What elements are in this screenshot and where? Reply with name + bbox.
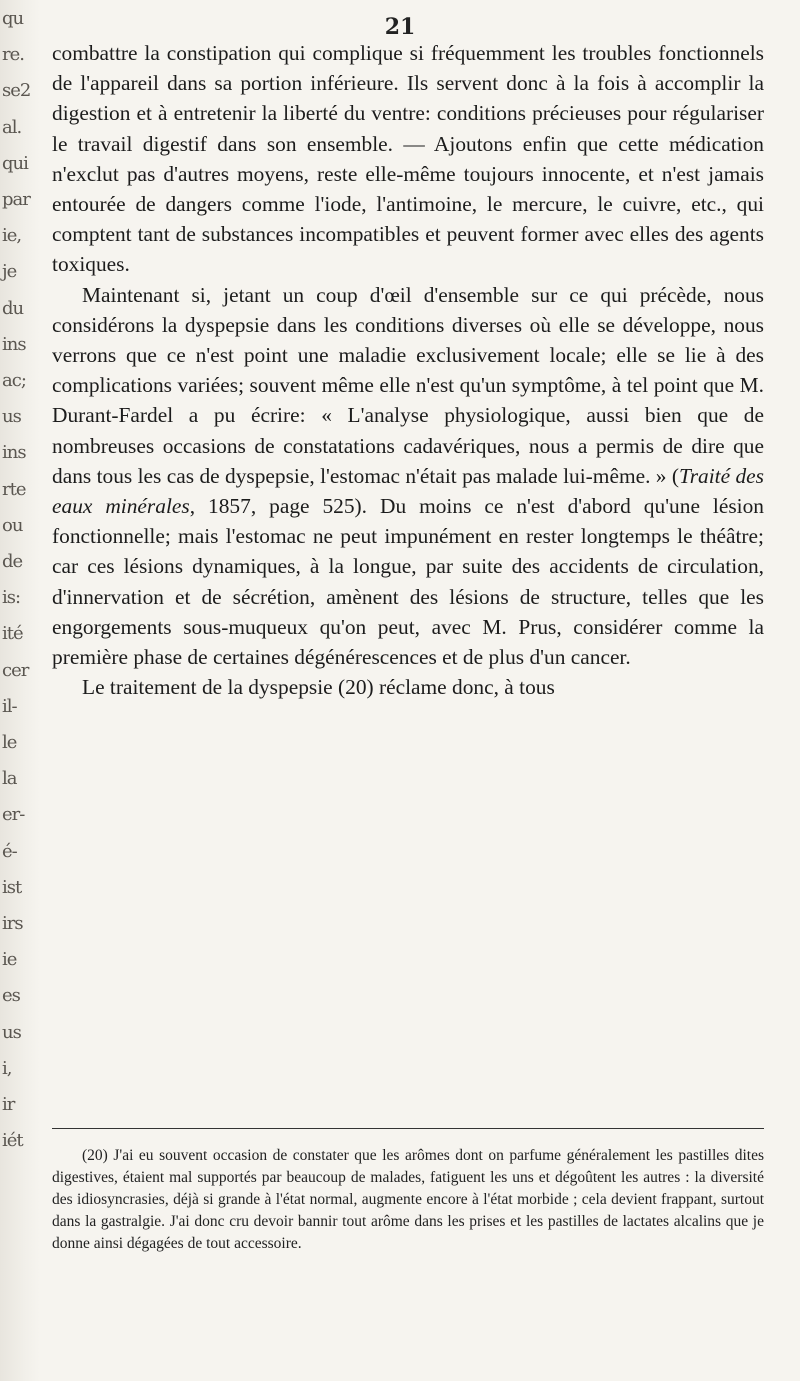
gutter-fragment: ins [2,442,26,464]
gutter-fragment: par [2,189,30,210]
gutter-fragment: rte [2,478,26,500]
reference-title: Traité des eaux minérales [52,463,765,519]
gutter-fragment: se2 [2,80,31,102]
paragraph-1: combattre la constipation qui complique si fréquemment les troubles fonctionnels de l'appareil dans sa portion inférieure. Ils servent donc à la fois à accomplir la digestion et à entretenir la liberté du ventre: conditions précieuses pour régulariser le travail digestif dans son ensemble. — Ajoutons enfin que cette médication n'exclut pas d'autres moyens, reste elle-même toujours innocente, et n'est jamais entourée de dangers comme l'iode, l'antimoine, le mercure, le cuivre, etc., qui comptent tant de substances incompatibles et peuvent former avec elles des agents toxiques. [52,41,764,277]
gutter-fragment: je [2,261,17,283]
footnote: (20) J'ai eu souvent occasion de constater que les arômes dont on parfume généralement les pastilles dites digestives, étaient mal supportés par beaucoup de malades, fatiguent les uns et dégoûtent les autres : la diversité des idiosyncrasies, déjà si grande à l'état normal, augmente encore à l'état morbide ; cela devient frappant, surtout dans la gastralgie. J'ai donc cru devoir bannir tout arôme dans les prises et les pastilles de lactates alcalins que je donne ainsi dégagées de tout accessoire. [52,1147,764,1252]
gutter-fragment: ie, [2,225,22,247]
gutter-fragment: qui [2,152,28,174]
gutter-fragment: ac; [2,370,26,391]
gutter-fragment: le [2,732,17,753]
gutter-fragment: i, [2,1057,12,1079]
gutter-fragment: de [2,551,23,572]
paragraph-2 [52,280,764,673]
gutter-fragment: qu [2,8,24,29]
gutter-fragment: ins [2,333,26,355]
page-number: 21 [384,14,416,40]
gutter-fragment: iét [2,1130,23,1152]
gutter-fragment: ie [2,949,17,971]
gutter-fragment: ir [2,1094,15,1115]
gutter-fragment: la [2,768,17,790]
gutter-fragment: il- [2,695,17,717]
gutter-fragment: es [2,985,20,1007]
gutter-fragment: us [2,1021,21,1043]
gutter-fragment: re. [2,44,24,66]
gutter-fragment: al. [2,116,22,138]
paragraph-2-part-a: Maintenant si, jetant un coup d'œil d'ensemble sur ce qui précède, nous considérons la dyspepsie dans les conditions diverses où elle se développe, nous verrons que ce n'est point une maladie exclusivement locale; elle se lie à des complications variées; souvent même elle n'est qu'un symptôme, à tel point que M. Durant-Fardel a pu écrire: « L'analyse physiologique, aussi bien que de nombreuses occasions de constatations cadavériques, nous a permis de dire que dans tous les cas de dyspepsie, l'estomac n'était pas malade lui-même. » ( [52,282,764,488]
gutter-fragment: is: [2,587,21,609]
paragraph-2-part-b: , 1857, page 525). Du moins ce n'est d'abord qu'une lésion fonctionnelle; mais l'estomac ne peut impunément en rester longtemps le théâtre; car ces lésions dynamiques, à la longue, par suite des accidents de circulation, d'innervation et de sécrétion, amènent des lésions de structure, telles que les engorgements sous-muqueux qu'on peut, avec M. Prus, considérer comme la première phase de certaines dégénérescences et de plus d'un cancer. [52,494,765,670]
paragraph-3: Le traitement de la dyspepsie (20) réclame donc, à tous [82,675,555,700]
gutter-fragment: irs [2,913,23,934]
main-text [52,38,764,702]
gutter-fragment: ist [2,876,22,898]
gutter-fragment: ité [2,623,23,645]
gutter-fragment: cer [2,659,29,681]
gutter-fragment: du [2,297,24,319]
gutter-fragment: ou [2,514,23,536]
footnote-separator [52,1128,764,1129]
gutter-fragment: us [2,406,21,428]
gutter-fragment: é- [2,840,17,862]
facing-page-gutter [0,0,40,1381]
gutter-fragment: er- [2,804,25,826]
